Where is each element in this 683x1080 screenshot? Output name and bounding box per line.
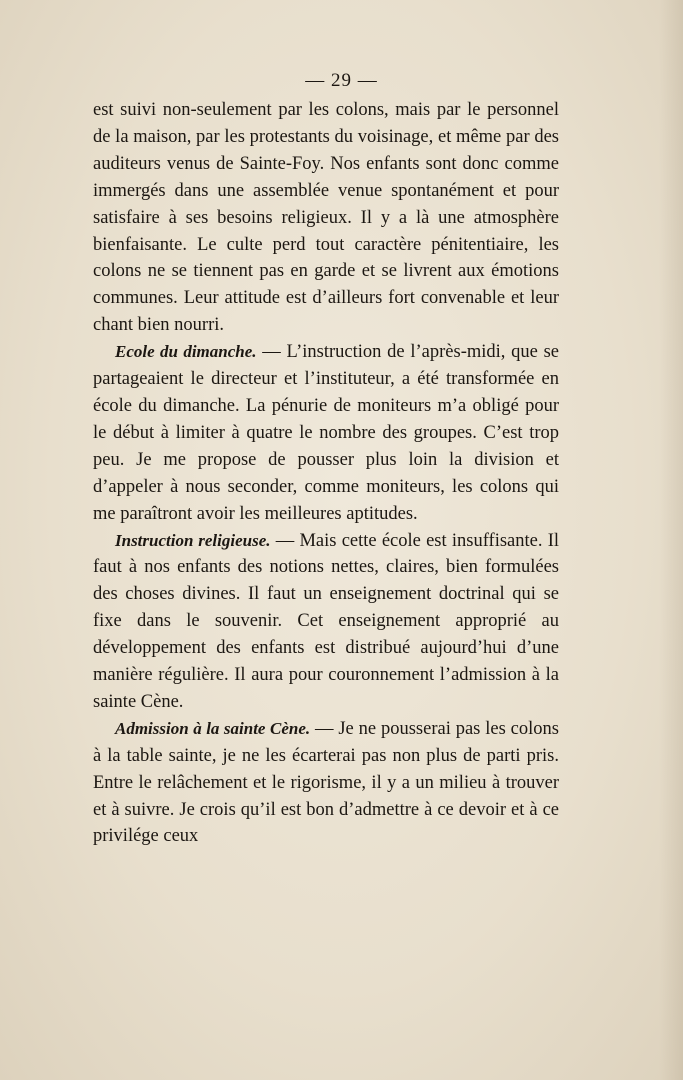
paragraph-admission-sainte-cene xyxy=(93,716,559,851)
paragraph-text: est suivi non-seulement par les colons, mais par le personnel de la maison, par les protestants du voisinage, et même par des auditeurs venus de Sainte-Foy. Nos enfants sont donc comme immergés dans une assemblée venue spontanément et pour satisfaire à ses besoins religieux. Il y a là une atmosphère bienfaisante. Le culte perd tout caractère pénitentiaire, les colons ne se tiennent pas en garde et se livrent aux émotions communes. Leur attitude est d’ailleurs fort convenable et leur chant bien nourri. xyxy=(93,100,559,336)
section-heading: Ecole du dimanche. xyxy=(115,342,257,362)
body-text xyxy=(93,97,559,850)
paragraph-text: — Je ne pousserai pas les colons à la table sainte, je ne les écarterai pas non plus de parti pris. Entre le relâchement et le rigorisme, il y a un milieu à trouver et à suivre. Je crois qu’il est bon d’admettre à ce devoir et à ce privilége ceux xyxy=(93,718,559,847)
section-heading: Admission à la sainte Cène. xyxy=(115,718,311,738)
paragraph-continuation xyxy=(93,97,559,339)
paragraph-ecole-du-dimanche xyxy=(93,339,559,527)
section-heading: Instruction religieuse. xyxy=(115,530,271,550)
paragraph-text: — Mais cette école est insuffisante. Il faut à nos enfants des notions nettes, claires, bien formulées des choses divines. Il faut un enseignement doctrinal qui se fixe dans le souvenir. Cet enseignement approprié au développement des enfants est distribué aujourd’hui d’une manière régulière. Il aura pour couronnement l’admission à la sainte Cène. xyxy=(93,530,559,712)
paragraph-instruction-religieuse xyxy=(93,528,559,716)
page-number: — 29 — xyxy=(305,70,378,91)
paragraph-text: — L’instruction de l’après-midi, que se partageaient le directeur et l’instituteur, a été transformée en école du dimanche. La pénurie de moniteurs m’a obligé pour le début à limiter à quatre le nombre des groupes. C’est trop peu. Je me propose de pousser plus loin la division et d’appeler à nous seconder, comme moniteurs, les colons qui me paraîtront avoir les meilleures aptitudes. xyxy=(93,342,560,524)
